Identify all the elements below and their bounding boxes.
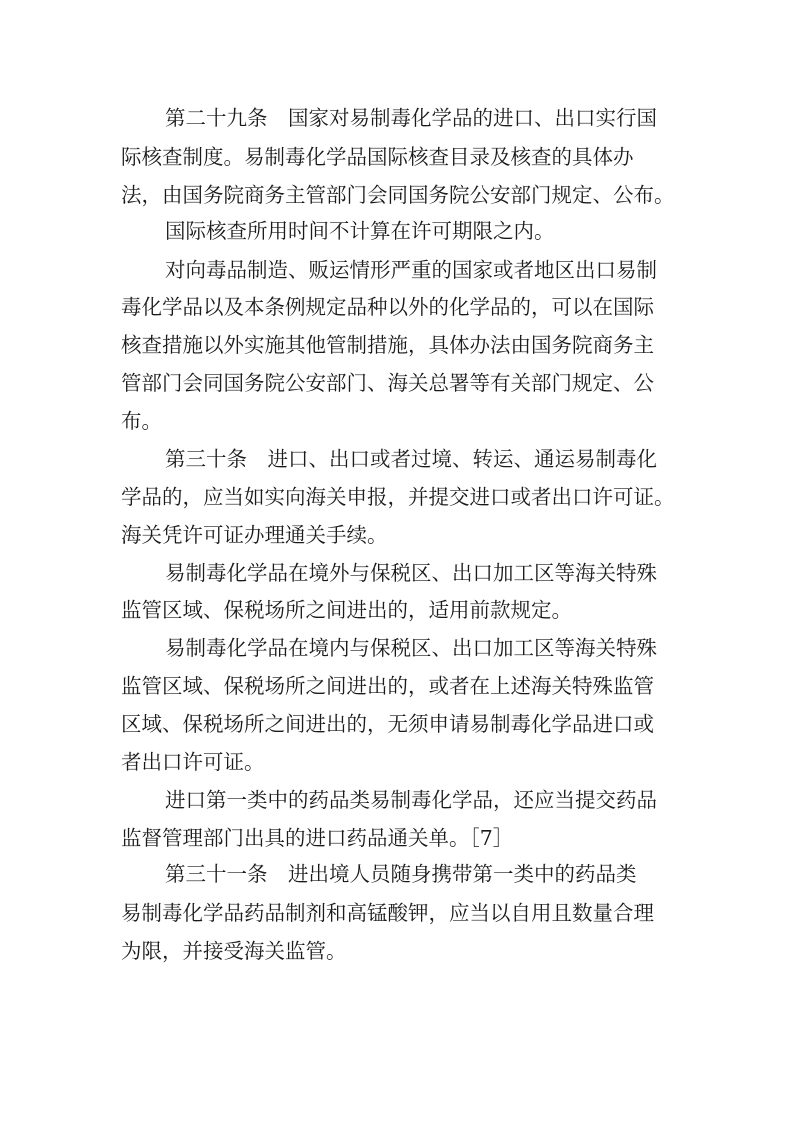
text-line: 海关凭许可证办理通关手续。	[121, 523, 388, 547]
text-line: 监管区域、保税场所之间进出的，适用前款规定。	[121, 598, 572, 622]
text-line: 监管区域、保税场所之间进出的，或者在上述海关特殊监管	[121, 674, 654, 698]
text-line: 者出口许可证。	[121, 750, 265, 774]
text-line: 法，由国务院商务主管部门会同国务院公安部门规定、公布。	[121, 183, 675, 207]
text-line: 对向毒品制造、贩运情形严重的国家或者地区出口易制	[165, 258, 657, 282]
text-line: 易制毒化学品在境内与保税区、出口加工区等海关特殊	[165, 636, 657, 660]
text-line: 第三十条 进口、出口或者过境、转运、通运易制毒化	[165, 447, 657, 471]
text-line: 际核查制度。易制毒化学品国际核查目录及核查的具体办	[121, 145, 634, 169]
text-line: 为限，并接受海关监管。	[121, 939, 347, 963]
text-line: 易制毒化学品在境外与保税区、出口加工区等海关特殊	[165, 561, 657, 585]
text-line: 管部门会同国务院公安部门、海关总署等有关部门规定、公	[121, 371, 654, 395]
text-line: 第三十一条 进出境人员随身携带第一类中的药品类	[165, 862, 637, 886]
text-line: 布。	[121, 409, 162, 433]
text-line: 易制毒化学品药品制剂和高锰酸钾，应当以自用且数量合理	[121, 901, 654, 925]
text-line: 核查措施以外实施其他管制措施，具体办法由国务院商务主	[121, 333, 654, 357]
text-line: 学品的，应当如实向海关申报，并提交进口或者出口许可证。	[121, 485, 675, 509]
text-line: 区域、保税场所之间进出的，无须申请易制毒化学品进口或	[121, 712, 654, 736]
text-line: 进口第一类中的药品类易制毒化学品，还应当提交药品	[165, 788, 657, 812]
text-line: 毒化学品以及本条例规定品种以外的化学品的，可以在国际	[121, 295, 654, 319]
text-line: 第二十九条 国家对易制毒化学品的进口、出口实行国	[165, 106, 657, 130]
text-line: 监督管理部门出具的进口药品通关单。［7］	[121, 826, 514, 850]
text-line: 国际核查所用时间不计算在许可期限之内。	[165, 219, 555, 243]
